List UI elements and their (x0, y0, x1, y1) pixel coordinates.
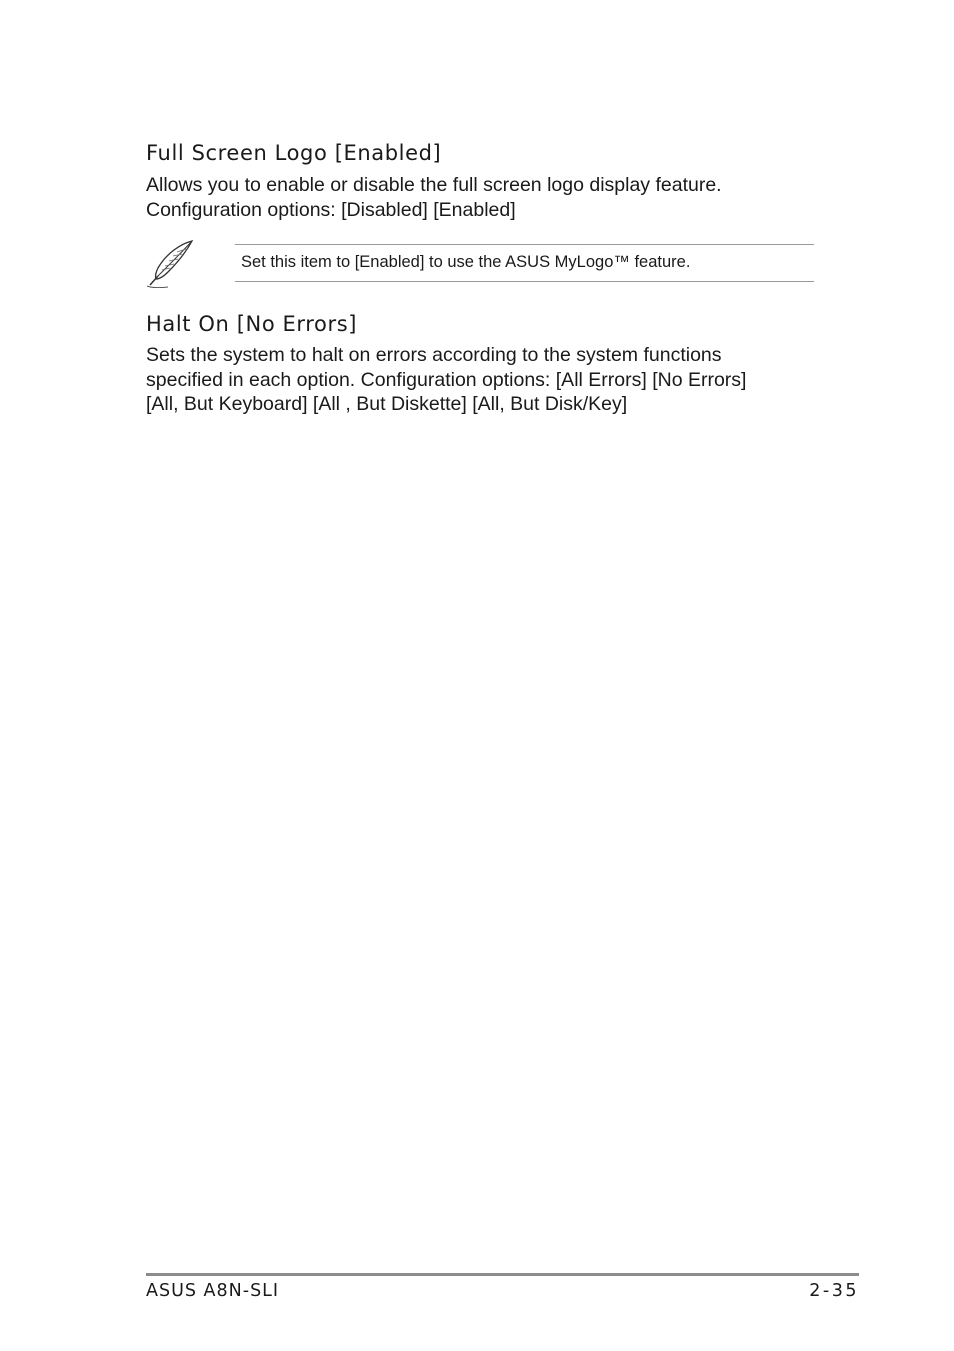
body-line: specified in each option. Configuration options: [All Errors] [No Errors] (146, 368, 747, 391)
footer-divider (146, 1273, 859, 1276)
body-line: Sets the system to halt on errors according to the system functions (146, 344, 722, 366)
footer-product-name: ASUS A8N-SLI (146, 1281, 280, 1301)
section-heading-full-screen-logo: Full Screen Logo [Enabled] (146, 141, 442, 165)
section-body-full-screen-logo (146, 173, 722, 222)
body-line: Allows you to enable or disable the full screen logo display feature. (146, 174, 722, 196)
note-callout (146, 238, 814, 284)
footer-page-number: 2-35 (809, 1281, 859, 1301)
body-line: [All, But Keyboard] [All , But Diskette] [All, But Disk/Key] (146, 393, 628, 415)
section-body-halt-on (146, 343, 746, 417)
section-heading-halt-on: Halt On [No Errors] (146, 312, 358, 336)
note-text: Set this item to [Enabled] to use the ASUS MyLogo™ feature. (241, 253, 691, 271)
body-line: Configuration options: [Disabled] [Enabled] (146, 198, 516, 221)
feather-pen-icon (146, 238, 196, 288)
note-box (235, 244, 814, 282)
